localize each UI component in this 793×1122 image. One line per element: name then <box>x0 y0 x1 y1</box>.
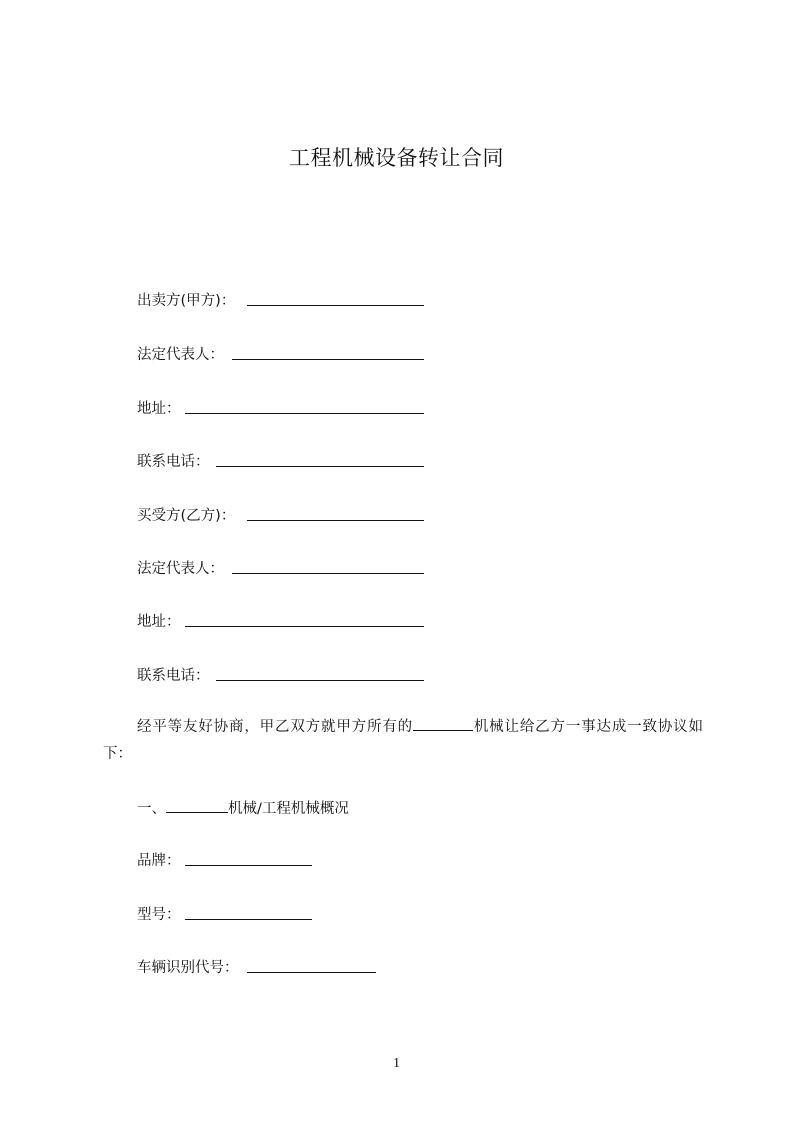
agreement-text-before: 经平等友好协商，甲乙双方就甲方所有的 <box>137 719 413 735</box>
fill-in-blank[interactable] <box>185 626 424 627</box>
fill-in-blank[interactable] <box>185 919 312 920</box>
fill-in-blank[interactable] <box>185 413 424 414</box>
field-label: 品牌： <box>137 853 181 869</box>
agreement-text-after: 机械让给乙方一事达成一致协议如下： <box>103 719 703 762</box>
fill-in-blank[interactable] <box>232 359 424 360</box>
section-title: 机械/工程机械概况 <box>228 801 349 817</box>
field-label: 联系电话： <box>137 668 210 684</box>
field-label: 地址： <box>137 614 181 630</box>
fill-in-blank[interactable] <box>247 972 376 973</box>
fill-in-blank[interactable] <box>216 680 424 681</box>
model-field <box>137 905 181 925</box>
fill-in-blank[interactable] <box>247 520 424 521</box>
buyer-phone-field <box>137 666 210 686</box>
field-label: 联系电话： <box>137 454 210 470</box>
buyer-address-field <box>137 612 181 632</box>
section-number: 一、 <box>137 801 166 817</box>
fill-in-blank[interactable] <box>216 466 424 467</box>
vin-field <box>137 958 239 978</box>
field-label: 法定代表人： <box>137 561 224 577</box>
field-label: 地址： <box>137 401 181 417</box>
field-label: 车辆识别代号： <box>137 960 239 976</box>
machine-name-blank[interactable] <box>413 716 473 731</box>
seller-representative-field <box>137 345 224 365</box>
section-one-heading <box>137 798 349 819</box>
field-label: 出卖方(甲方)： <box>137 293 236 309</box>
seller-name-field <box>137 291 235 311</box>
seller-phone-field <box>137 452 210 472</box>
fill-in-blank[interactable] <box>247 305 424 306</box>
field-label: 买受方(乙方)： <box>137 508 236 524</box>
seller-address-field <box>137 399 181 419</box>
field-label: 法定代表人： <box>137 347 224 363</box>
brand-field <box>137 851 181 871</box>
page-number: 1 <box>393 1056 400 1071</box>
buyer-name-field <box>137 506 235 526</box>
fill-in-blank[interactable] <box>232 573 424 574</box>
field-label: 型号： <box>137 907 181 923</box>
document-title: 工程机械设备转让合同 <box>289 146 504 170</box>
agreement-paragraph <box>103 714 703 768</box>
machine-type-blank[interactable] <box>166 798 228 813</box>
fill-in-blank[interactable] <box>185 865 312 866</box>
buyer-representative-field <box>137 559 224 579</box>
